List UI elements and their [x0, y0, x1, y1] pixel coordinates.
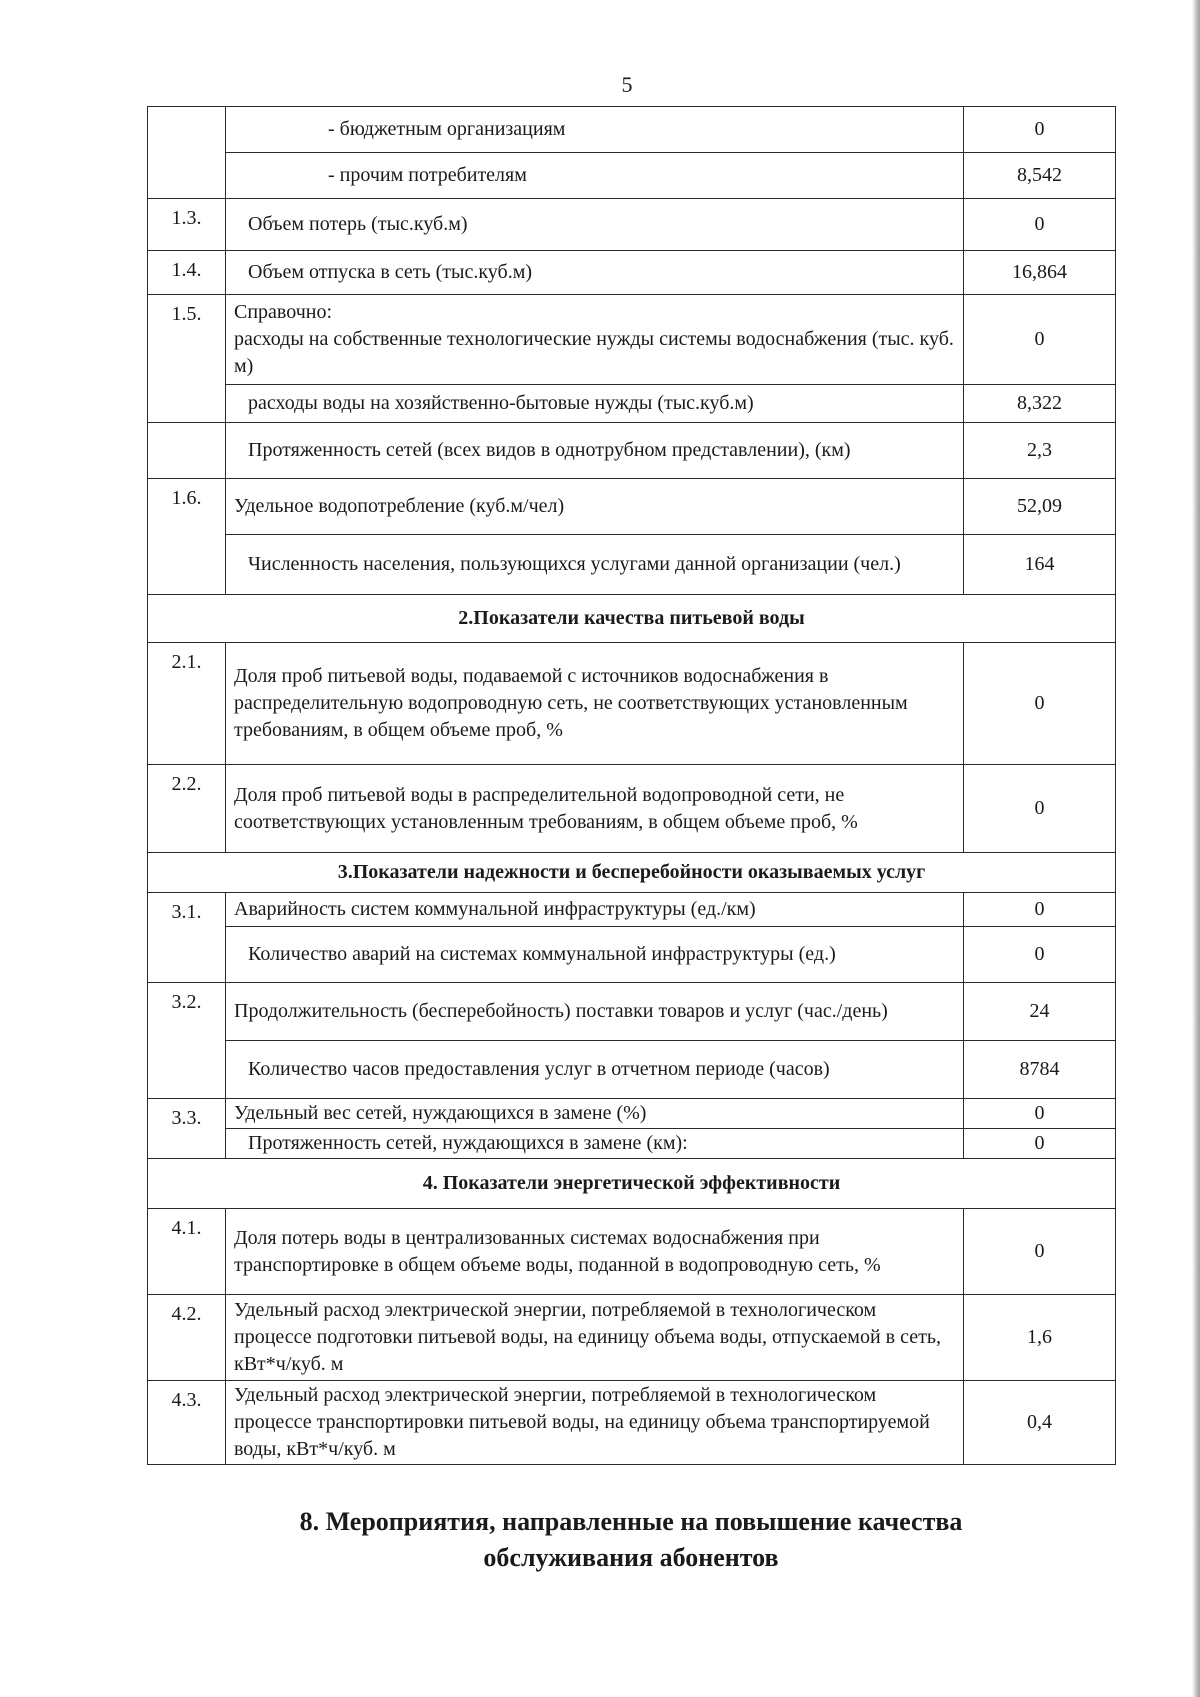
row-value: 0: [964, 765, 1116, 853]
row-value: 52,09: [964, 479, 1116, 535]
row-value: 0: [964, 295, 1116, 385]
table-row: [148, 643, 1116, 765]
page-number: 5: [621, 72, 633, 97]
table-row: [148, 1129, 1116, 1159]
table-row: [148, 927, 1116, 983]
row-label: Доля проб питьевой воды, подаваемой с источников водоснабжения в распределительную водопроводную сеть, не соответствующих установленным требованиям, в общем объеме проб, %: [226, 643, 964, 765]
row-value: 0: [964, 893, 1116, 927]
table-row: [148, 107, 1116, 153]
row-value: 2,3: [964, 423, 1116, 479]
section-title: 4. Показатели энергетической эффективности: [148, 1159, 1116, 1209]
row-label: Продолжительность (бесперебойность) поставки товаров и услуг (час./день): [226, 983, 964, 1041]
section-header-row: [148, 1159, 1116, 1209]
row-value: 0: [964, 199, 1116, 251]
row-value: 1,6: [964, 1295, 1116, 1381]
scan-edge: [1192, 0, 1200, 1697]
row-number: 1.3.: [148, 199, 226, 251]
row-value: 0: [964, 107, 1116, 153]
table-row: [148, 1381, 1116, 1465]
row-label: Доля потерь воды в централизованных системах водоснабжения при транспортировке в общем объеме воды, поданной в водопроводную сеть, %: [226, 1209, 964, 1295]
row-number: 1.5.: [148, 295, 226, 423]
row-value: 8784: [964, 1041, 1116, 1099]
row-number: 2.1.: [148, 643, 226, 765]
row-number: 4.3.: [148, 1381, 226, 1465]
row-number: 4.1.: [148, 1209, 226, 1295]
row-number: 4.2.: [148, 1295, 226, 1381]
section-heading-line-1: 8. Мероприятия, направленные на повышение качества: [299, 1507, 963, 1536]
indicators-table: [147, 106, 1116, 1465]
section-title: 3.Показатели надежности и бесперебойности оказываемых услуг: [148, 853, 1116, 893]
row-label: - бюджетным организациям: [226, 107, 964, 153]
section-header-row: [148, 853, 1116, 893]
row-value: 8,322: [964, 385, 1116, 423]
table-row: [148, 983, 1116, 1041]
table-row: [148, 765, 1116, 853]
row-value: 0: [964, 927, 1116, 983]
row-value: 8,542: [964, 153, 1116, 199]
row-label: - прочим потребителям: [226, 153, 964, 199]
table-row: [148, 1041, 1116, 1099]
row-value: 16,864: [964, 251, 1116, 295]
section-title: 2.Показатели качества питьевой воды: [148, 595, 1116, 643]
row-value: 164: [964, 535, 1116, 595]
row-label: Количество аварий на системах коммунальной инфраструктуры (ед.): [226, 927, 964, 983]
row-number: [148, 107, 226, 199]
row-label-title: Справочно:: [234, 301, 333, 323]
row-label-text: расходы на собственные технологические нужды системы водоснабжения (тыс. куб. м): [234, 328, 954, 377]
row-label: Удельный расход электрической энергии, потребляемой в технологическом процессе транспортировки питьевой воды, на единицу объема транспортируемой воды, кВт*ч/куб. м: [226, 1381, 964, 1465]
row-label: Протяженность сетей, нуждающихся в замене (км):: [226, 1129, 964, 1159]
row-number: 3.2.: [148, 983, 226, 1099]
row-label: Удельное водопотребление (куб.м/чел): [226, 479, 964, 535]
row-value: 0: [964, 1129, 1116, 1159]
table-row: [148, 1295, 1116, 1381]
row-value: 0: [964, 1209, 1116, 1295]
row-label: Количество часов предоставления услуг в отчетном периоде (часов): [226, 1041, 964, 1099]
row-label: Доля проб питьевой воды в распределительной водопроводной сети, не соответствующих установленным требованиям, в общем объеме проб, %: [226, 765, 964, 853]
row-label: Протяженность сетей (всех видов в однотрубном представлении), (км): [226, 423, 964, 479]
row-number: 2.2.: [148, 765, 226, 853]
table-row: [148, 423, 1116, 479]
table-row: [148, 153, 1116, 199]
section-heading-line-2: обслуживания абонентов: [483, 1543, 779, 1572]
row-label: Объем потерь (тыс.куб.м): [226, 199, 964, 251]
row-number: 3.3.: [148, 1099, 226, 1159]
section-header-row: [148, 595, 1116, 643]
row-number: [148, 423, 226, 479]
row-value: 0: [964, 1099, 1116, 1129]
row-number: 3.1.: [148, 893, 226, 983]
row-value: 24: [964, 983, 1116, 1041]
table-row: [148, 479, 1116, 535]
row-label: расходы воды на хозяйственно-бытовые нужды (тыс.куб.м): [226, 385, 964, 423]
row-label: Удельный расход электрической энергии, потребляемой в технологическом процессе подготовки питьевой воды, на единицу объема воды, отпускаемой в сеть, кВт*ч/куб. м: [226, 1295, 964, 1381]
row-value: 0,4: [964, 1381, 1116, 1465]
row-value: 0: [964, 643, 1116, 765]
row-label: [226, 295, 964, 385]
table-row: [148, 199, 1116, 251]
table-row: [148, 251, 1116, 295]
row-label: Удельный вес сетей, нуждающихся в замене (%): [226, 1099, 964, 1129]
row-label: Объем отпуска в сеть (тыс.куб.м): [226, 251, 964, 295]
table-row: [148, 1209, 1116, 1295]
row-label: Аварийность систем коммунальной инфраструктуры (ед./км): [226, 893, 964, 927]
table-row: [148, 893, 1116, 927]
table-row: [148, 1099, 1116, 1129]
table-row: [148, 295, 1116, 385]
row-label: Численность населения, пользующихся услугами данной организации (чел.): [226, 535, 964, 595]
table-row: [148, 385, 1116, 423]
row-number: 1.4.: [148, 251, 226, 295]
section-heading: [147, 1504, 1115, 1576]
table-row: [148, 535, 1116, 595]
row-number: 1.6.: [148, 479, 226, 595]
